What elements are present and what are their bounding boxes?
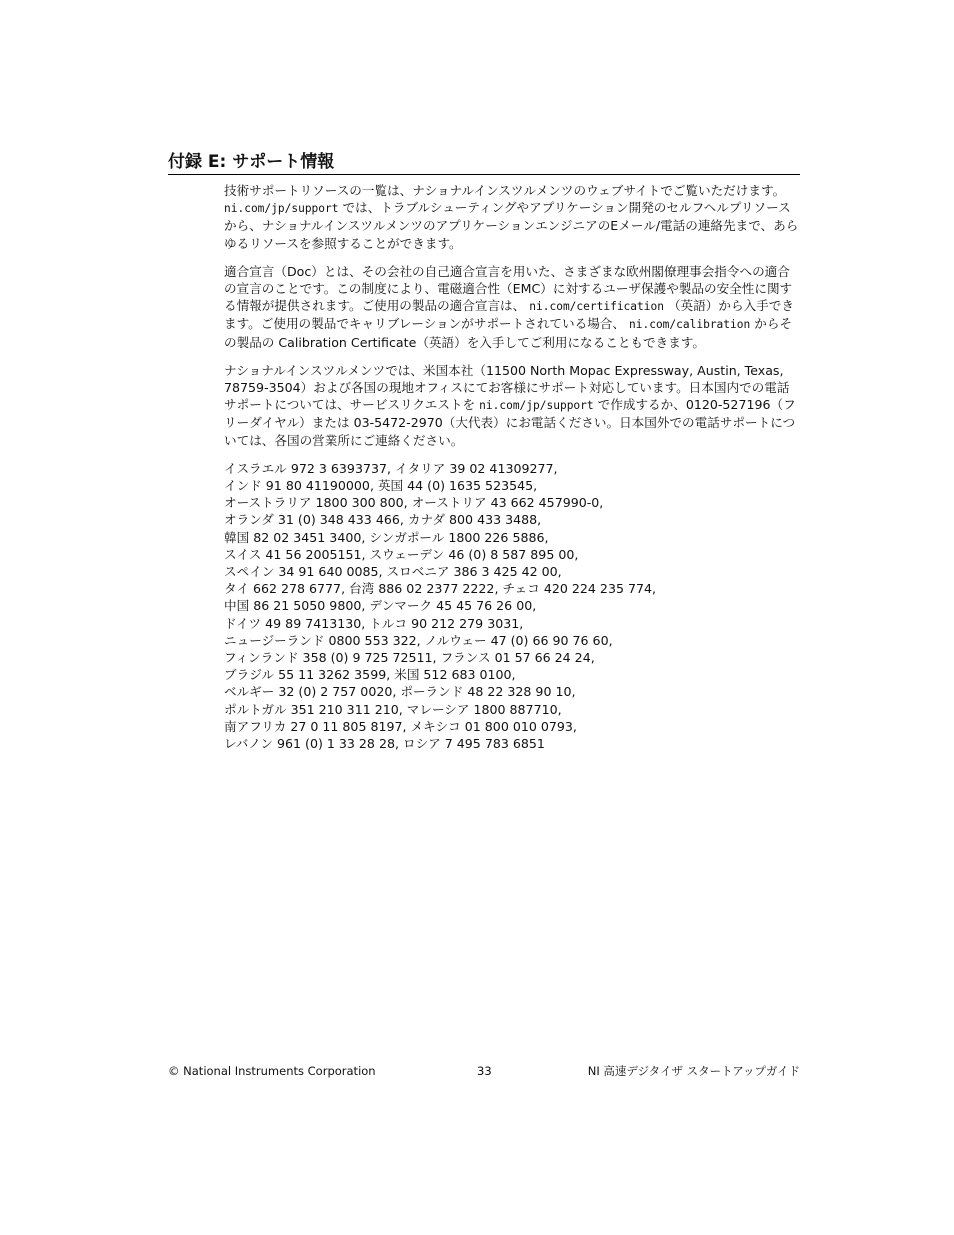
support-url[interactable]: ni.com/jp/support — [224, 202, 339, 216]
calibration-url[interactable]: ni.com/calibration — [629, 318, 751, 332]
contact-line: インド 91 80 41190000, 英国 44 (0) 1635 523545, — [224, 478, 538, 494]
contact-line: 南アフリカ 27 0 11 805 8197, メキシコ 01 800 010 0793, — [224, 718, 577, 734]
paragraph-declaration-of-conformity — [224, 263, 800, 351]
contact-list — [224, 460, 800, 752]
text: で作成するか、0120-527196（フリーダイヤル）または 03-5472-2970（大代表）にお電話ください。日本国外での電話サポートについては、各国の営業所にご連絡ください。 — [224, 397, 796, 448]
text: からその製品の Calibration Certificate（英語）を入手してご利用になることもできます。 — [224, 316, 793, 350]
footer-copyright: © National Instruments Corporation — [168, 1064, 376, 1078]
contact-line: ニュージーランド 0800 553 322, ノルウェー 47 (0) 66 90 76 60, — [224, 632, 613, 648]
text: （英語）から入手できます。ご使用の製品でキャリブレーションがサポートされている場合、 — [224, 298, 794, 332]
contact-line: オーストラリア 1800 300 800, オーストリア 43 662 457990-0, — [224, 495, 604, 511]
contact-line: イスラエル 972 3 6393737, イタリア 39 02 41309277, — [224, 460, 558, 476]
paragraph-phone-support — [224, 362, 800, 449]
certification-url[interactable]: ni.com/certification — [529, 300, 664, 314]
contact-line: タイ 662 278 6777, 台湾 886 02 2377 2222, チェコ 420 224 235 774, — [224, 581, 657, 597]
contact-line: ポルトガル 351 210 311 210, マレーシア 1800 887710, — [224, 701, 562, 717]
contact-line: 韓国 82 02 3451 3400, シンガポール 1800 226 5886, — [224, 529, 549, 545]
support-url[interactable]: ni.com/jp/support — [479, 399, 594, 413]
contact-line: ベルギー 32 (0) 2 757 0020, ポーランド 48 22 328 90 10, — [224, 684, 576, 700]
text: ナショナルインスツルメンツでは、米国本社（11500 North Mopac Expressway, Austin, Texas, 78759-3504）および各国の現地オフィスにてお客様にサポート対応しています。日本国内での電話サポートについては、サービスリクエストを — [224, 362, 790, 413]
body-text — [224, 182, 800, 752]
contact-line: フィンランド 358 (0) 9 725 72511, フランス 01 57 66 24 24, — [224, 650, 595, 666]
footer-document-title: NI 高速デジタイザ スタートアップガイド — [587, 1064, 800, 1078]
text: では、トラブルシューティングやアプリケーション開発のセルフヘルプリソースから、ナショナルインスツルメンツのアプリケーションエンジニアのEメール/電話の連絡先まで、あらゆるリソースを参照することができます。 — [224, 200, 799, 251]
contact-line: レバノン 961 (0) 1 33 28 28, ロシア 7 495 783 6851 — [224, 736, 545, 752]
page-number: 33 — [477, 1064, 492, 1078]
contact-line: ブラジル 55 11 3262 3599, 米国 512 683 0100, — [224, 667, 516, 683]
contact-line: オランダ 31 (0) 348 433 466, カナダ 800 433 3488, — [224, 512, 542, 528]
paragraph-support-resources — [224, 182, 800, 252]
text: 技術サポートリソースの一覧は、ナショナルインスツルメンツのウェブサイトでご覧いただけます。 — [224, 183, 786, 198]
contact-line: 中国 86 21 5050 9800, デンマーク 45 45 76 26 00, — [224, 598, 537, 614]
contact-line: スペイン 34 91 640 0085, スロベニア 386 3 425 42 00, — [224, 564, 562, 580]
text: 適合宣言（Doc）とは、その会社の自己適合宣言を用いた、さまざまな欧州閣僚理事会指令への適合の宣言のことです。この制度により、電磁適合性（EMC）に対するユーザ保護や製品の安全性に関する情報が提供されます。ご使用の製品の適合宣言は、 — [224, 263, 793, 314]
section-heading: 付録 E: サポート情報 — [168, 152, 800, 175]
contact-line: ドイツ 49 89 7413130, トルコ 90 212 279 3031, — [224, 615, 524, 631]
contact-line: スイス 41 56 2005151, スウェーデン 46 (0) 8 587 895 00, — [224, 546, 579, 562]
